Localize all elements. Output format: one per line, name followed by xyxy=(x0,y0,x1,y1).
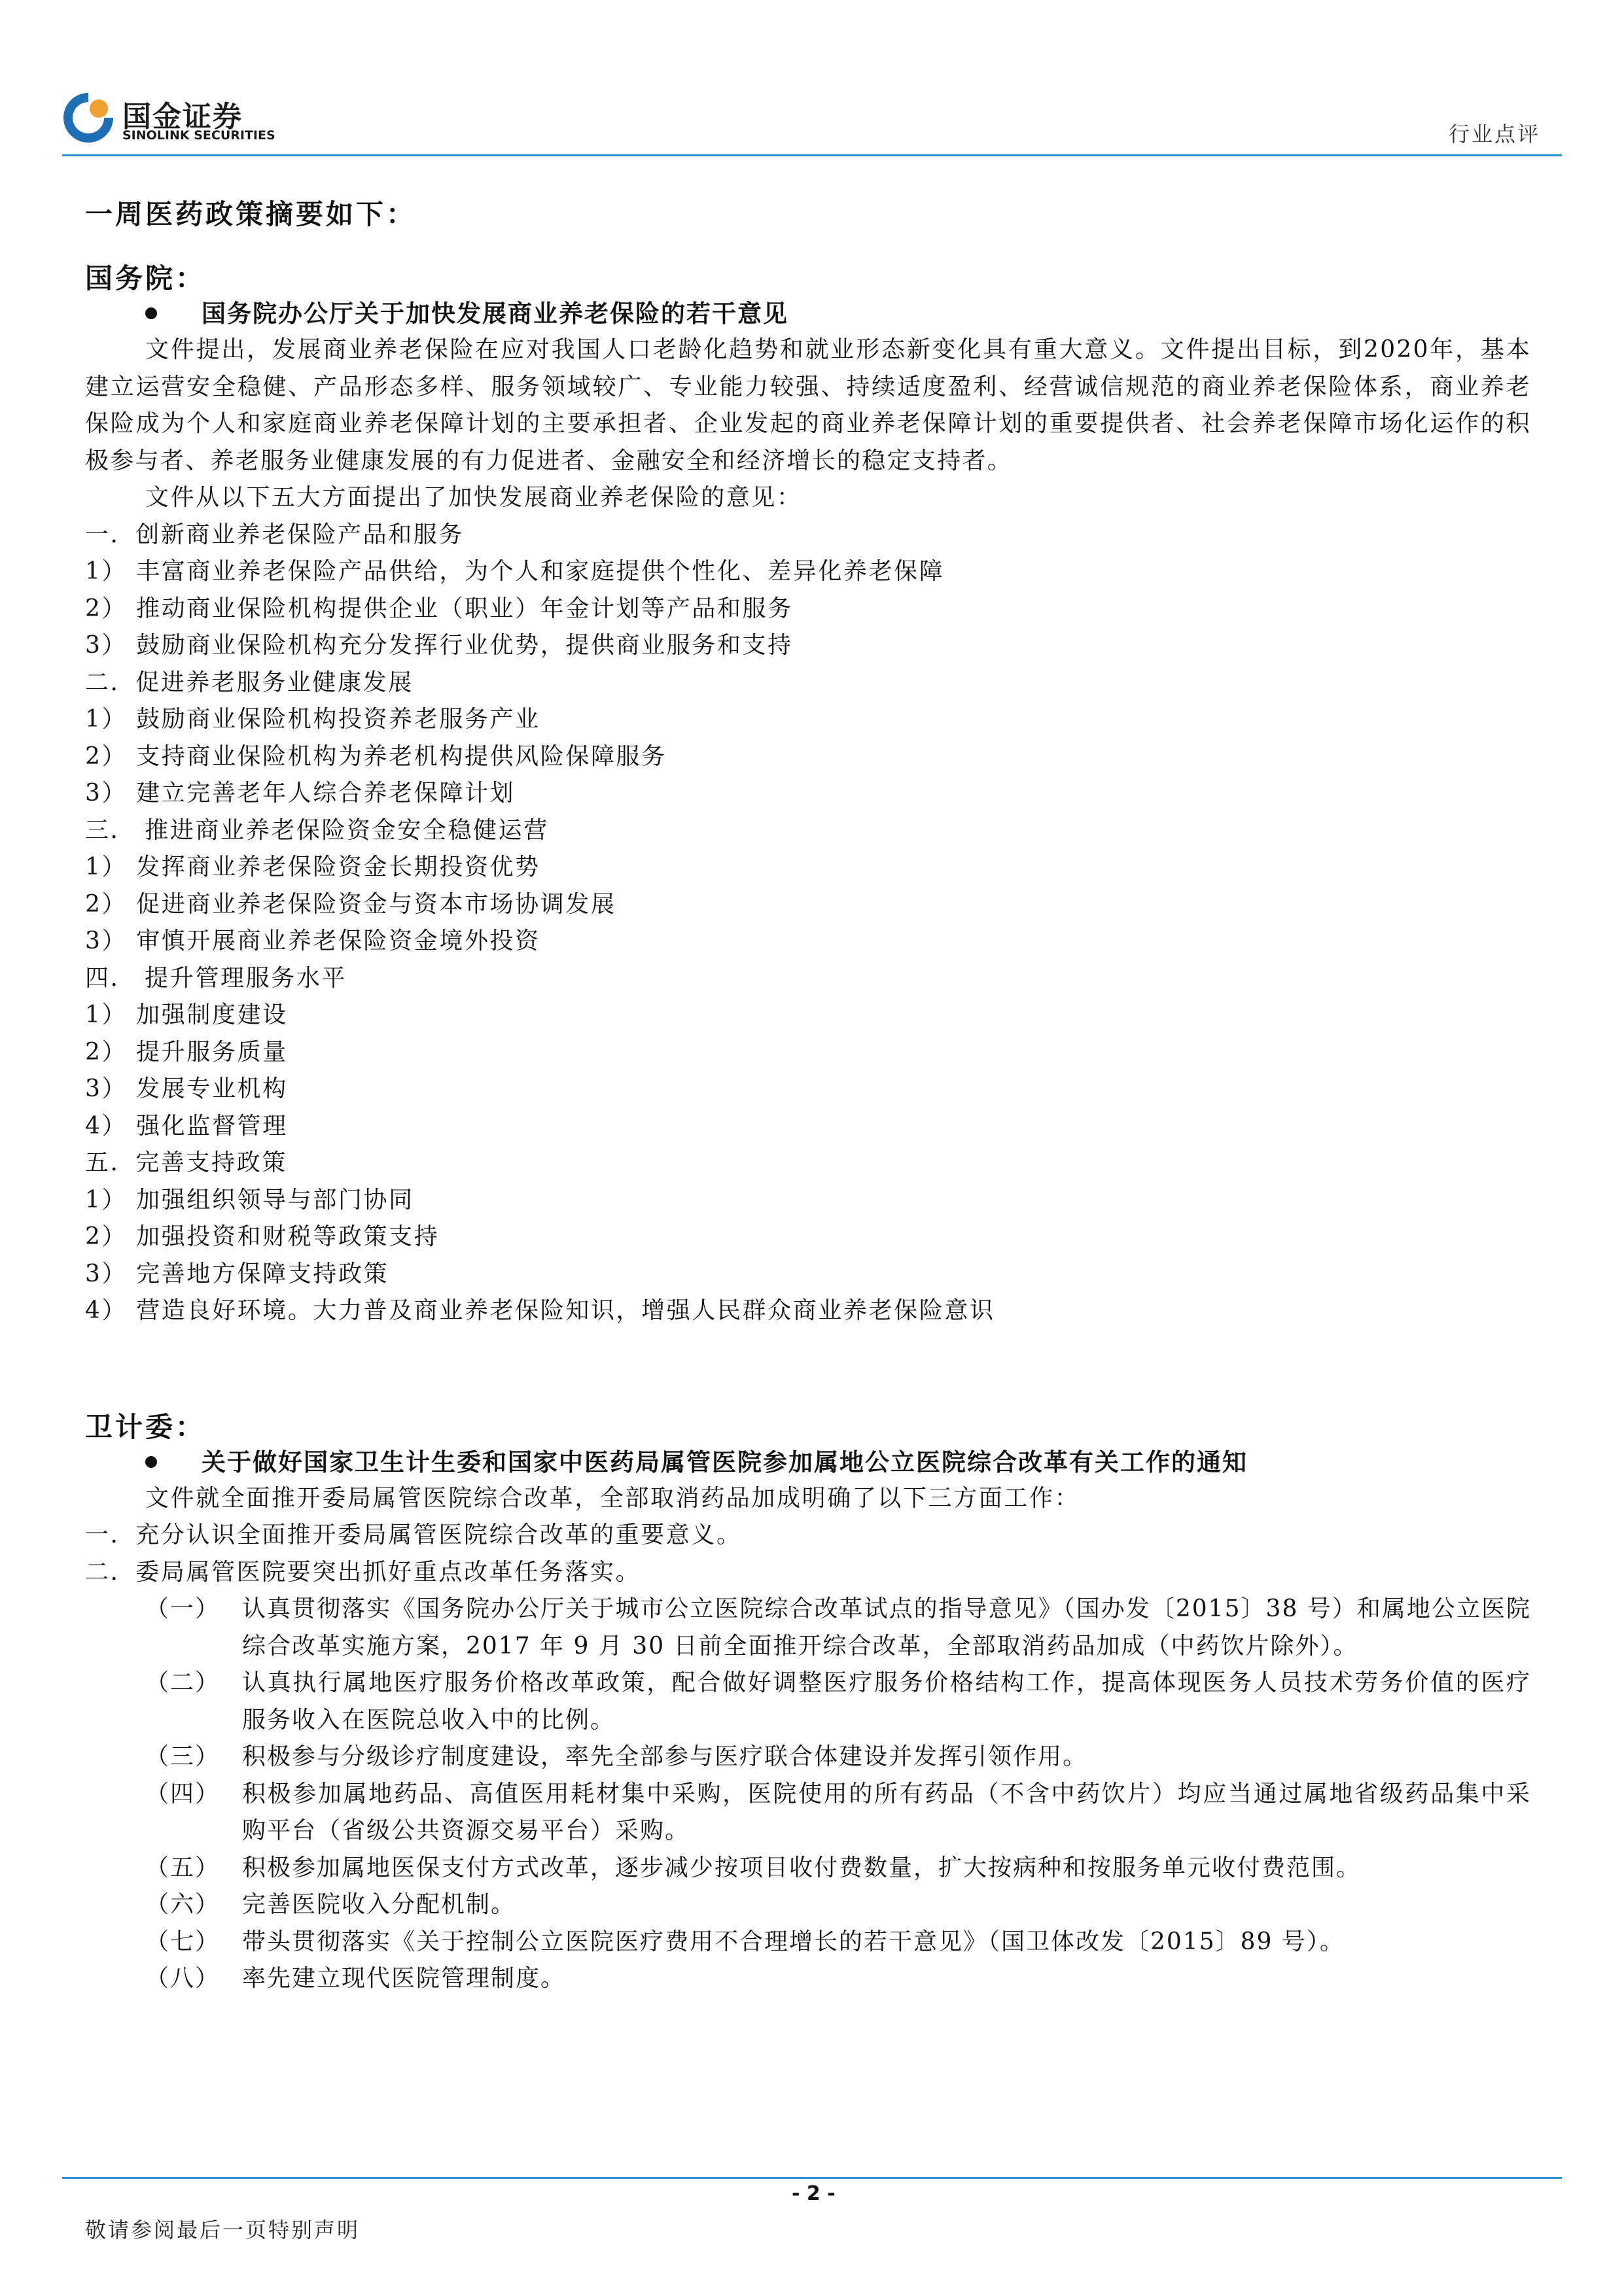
company-logo xyxy=(62,92,298,150)
numbered-item xyxy=(85,1960,1531,1998)
group-title: 二．促进养老服务业健康发展 xyxy=(85,669,414,696)
policy-title: 国务院办公厅关于加快发展商业养老保险的若干意见 xyxy=(202,299,788,328)
list-item: 1） 加强组织领导与部门协同 xyxy=(85,1186,414,1213)
numbered-item-label: （一） xyxy=(145,1595,221,1622)
report-type-label: 行业点评 xyxy=(1448,122,1540,147)
policy-intro-paragraph: 文件提出，发展商业养老保险在应对我国人口老龄化趋势和就业形态新变化具有重大意义。文件提出目标，到2020年，基本建立运营安全稳健、产品形态多样、服务领域较广、专业能力较强、持续适度盈利、经营诚信规范的商业养老保险体系，商业养老保险成为个人和家庭商业养老保障计划的主要承担者、企业发起的商业养老保障计划的重要提供者、社会养老保障市场化运作的积极参与者、养老服务业健康发展的有力促进者、金融安全和经济增长的稳定支持者。 xyxy=(85,336,1531,474)
numbered-item-text: 率先建立现代医院管理制度。 xyxy=(242,1965,566,1992)
list-item: 2） 推动商业保险机构提供企业（职业）年金计划等产品和服务 xyxy=(85,595,793,622)
page-title: 一周医药政策摘要如下： xyxy=(85,198,417,230)
section-heading-state-council: 国务院： xyxy=(85,262,206,294)
footer-disclaimer: 敬请参阅最后一页特别声明 xyxy=(85,2218,361,2242)
point-item: 二．委局属管医院要突出抓好重点改革任务落实。 xyxy=(85,1558,641,1586)
numbered-item-text: 积极参与分级诊疗制度建设，率先全部参与医疗联合体建设并发挥引领作用。 xyxy=(242,1743,1088,1770)
group-title: 四． 提升管理服务水平 xyxy=(85,964,347,992)
logo-english-name: SINOLINK SECURITIES xyxy=(122,128,275,143)
numbered-item-label: （五） xyxy=(145,1854,221,1881)
numbered-item-label: （三） xyxy=(145,1743,221,1770)
page-number: - 2 - xyxy=(792,2182,836,2205)
point-item: 一．充分认识全面推开委局属管医院综合改革的重要意义。 xyxy=(85,1522,742,1548)
numbered-item xyxy=(85,1887,1531,1924)
list-item: 3） 建立完善老年人综合养老保障计划 xyxy=(85,780,516,807)
numbered-item-label: （八） xyxy=(145,1965,221,1992)
numbered-item xyxy=(85,1924,1531,1961)
footer-divider xyxy=(62,2177,1562,2179)
list-item: 1） 发挥商业养老保险资金长期投资优势 xyxy=(85,854,540,880)
numbered-item-label: （二） xyxy=(145,1669,221,1696)
list-item: 4） 强化监督管理 xyxy=(85,1112,288,1139)
list-item: 2） 支持商业保险机构为养老机构提供风险保障服务 xyxy=(85,742,667,770)
policy-lead: 文件从以下五大方面提出了加快发展商业养老保险的意见： xyxy=(145,484,802,511)
group-title: 一．创新商业养老保险产品和服务 xyxy=(85,521,465,548)
list-item: 3） 发展专业机构 xyxy=(85,1075,288,1102)
numbered-item-label: （六） xyxy=(145,1891,221,1918)
list-item: 3） 完善地方保障支持政策 xyxy=(85,1260,389,1287)
numbered-item-text: 认真贯彻落实《国务院办公厅关于城市公立医院综合改革试点的指导意见》（国办发〔2015〕38 号）和属地公立医院综合改革实施方案，2017 年 9 月 30 日前全面推开综合改革，全部取消药品加成（中药饮片除外）。 xyxy=(242,1595,1531,1660)
list-item: 3） 审慎开展商业养老保险资金境外投资 xyxy=(85,928,540,954)
numbered-item-label: （七） xyxy=(145,1928,221,1955)
header-divider xyxy=(62,154,1562,156)
logo-chinese-name: 国金证券 xyxy=(122,100,243,133)
numbered-item xyxy=(85,1665,1531,1739)
list-item: 3） 鼓励商业保险机构充分发挥行业优势，提供商业服务和支持 xyxy=(85,632,793,659)
list-item: 2） 加强投资和财税等政策支持 xyxy=(85,1223,440,1250)
numbered-item xyxy=(85,1591,1531,1665)
numbered-item-text: 认真执行属地医疗服务价格改革政策，配合做好调整医疗服务价格结构工作，提高体现医务人员技术劳务价值的医疗服务收入在医院总收入中的比例。 xyxy=(242,1669,1531,1733)
list-item: 2） 促进商业养老保险资金与资本市场协调发展 xyxy=(85,890,616,918)
list-item: 1） 加强制度建设 xyxy=(85,1001,288,1028)
list-item: 4） 营造良好环境。大力普及商业养老保险知识，增强人民群众商业养老保险意识 xyxy=(85,1297,995,1324)
numbered-item-text: 完善医院收入分配机制。 xyxy=(242,1891,516,1918)
policy-lead: 文件就全面推开委局属管医院综合改革，全部取消药品加成明确了以下三方面工作： xyxy=(145,1484,1080,1512)
numbered-item-text: 积极参加属地医保支付方式改革，逐步减少按项目收付费数量，扩大按病种和按服务单元收付费范围。 xyxy=(242,1854,1362,1881)
page-header xyxy=(0,0,1624,157)
list-item: 2） 提升服务质量 xyxy=(85,1038,288,1066)
sinolink-logo-icon xyxy=(62,92,115,144)
group-title: 五．完善支持政策 xyxy=(85,1149,287,1176)
list-item: 1） 丰富商业养老保险产品供给，为个人和家庭提供个性化、差异化养老保障 xyxy=(85,558,945,585)
numbered-item-text: 带头贯彻落实《关于控制公立医院医疗费用不合理增长的若干意见》（国卫体改发〔2015〕89 号）。 xyxy=(242,1928,1345,1955)
group-title: 三． 推进商业养老保险资金安全稳健运营 xyxy=(85,816,549,844)
policy-bullet xyxy=(85,295,1531,332)
section-heading-health-commission: 卫计委： xyxy=(85,1410,206,1443)
list-item: 1） 鼓励商业保险机构投资养老服务产业 xyxy=(85,706,540,733)
main-content xyxy=(85,193,1531,1998)
numbered-item xyxy=(85,1850,1531,1887)
policy-title: 关于做好国家卫生计生委和国家中医药局属管医院参加属地公立医院综合改革有关工作的通知 xyxy=(202,1447,1248,1476)
bullet-dot-icon xyxy=(145,307,157,319)
numbered-item-label: （四） xyxy=(145,1780,221,1807)
policy-bullet xyxy=(85,1444,1531,1480)
numbered-item xyxy=(85,1776,1531,1850)
numbered-item xyxy=(85,1739,1531,1776)
bullet-dot-icon xyxy=(145,1456,157,1468)
numbered-item-text: 积极参加属地药品、高值医用耗材集中采购，医院使用的所有药品（不含中药饮片）均应当通过属地省级药品集中采购平台（省级公共资源交易平台）采购。 xyxy=(242,1780,1531,1844)
